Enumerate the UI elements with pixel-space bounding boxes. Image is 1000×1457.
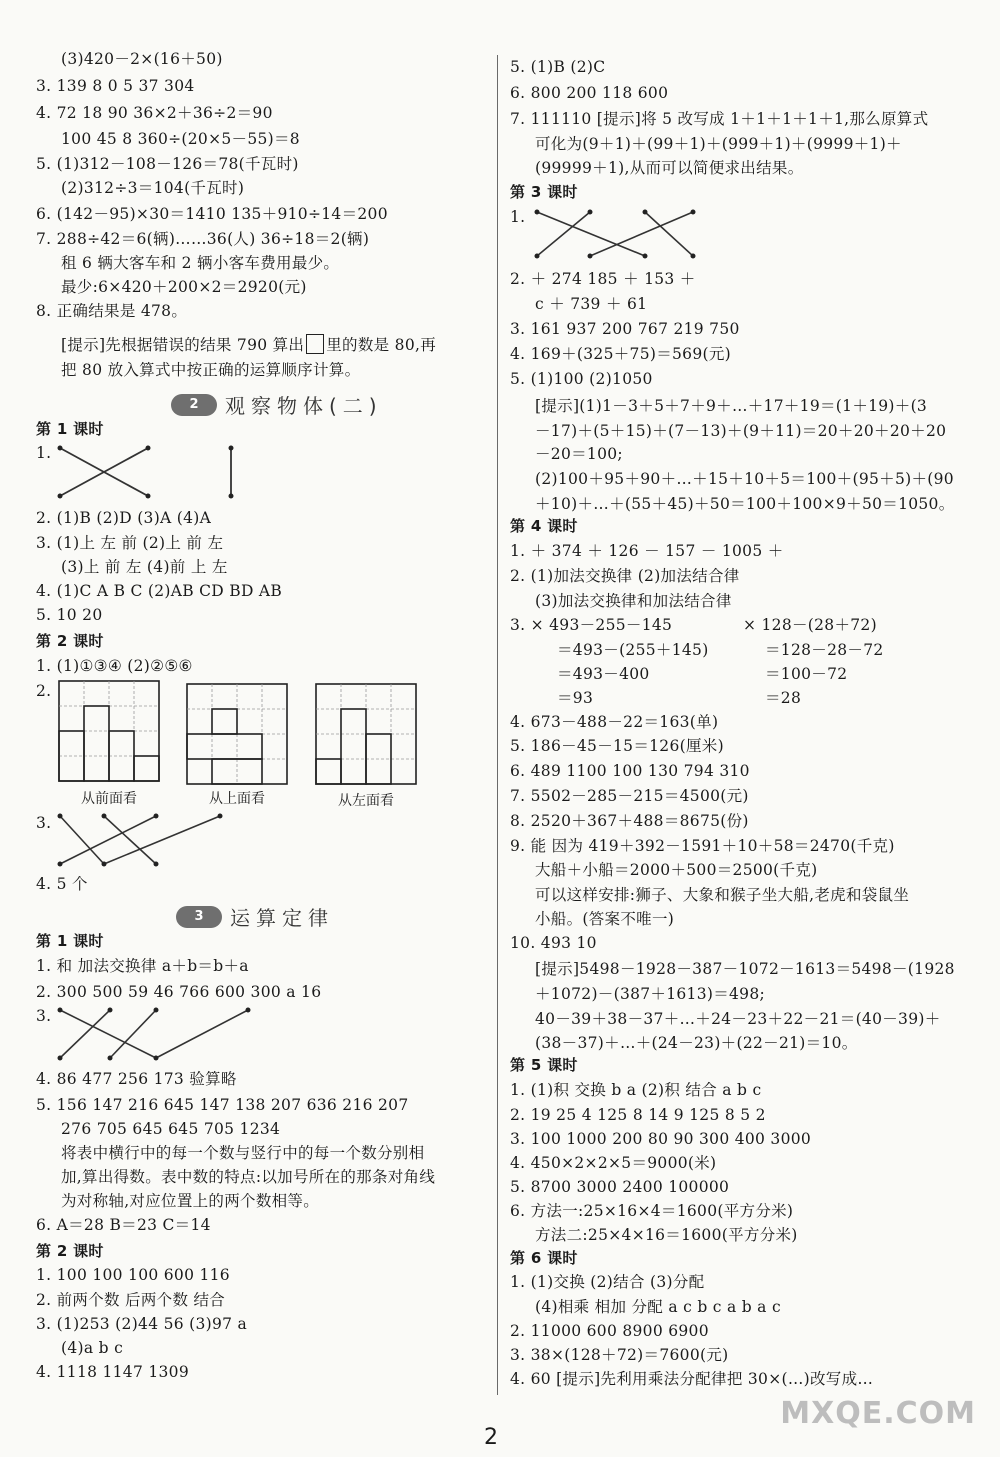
answer-line: 7. 5502－285－215＝4500(元) bbox=[510, 787, 749, 805]
answer-line: 5. 186－45－15＝126(厘米) bbox=[510, 737, 724, 755]
answer-line: 将表中横行中的每一个数与竖行中的每一个数分别相 bbox=[61, 1144, 425, 1162]
answer-line: (3)420－2×(16＋50) bbox=[61, 50, 223, 68]
answer-line: × 128－(28＋72) bbox=[743, 616, 877, 634]
answer-line: 可以这样安排:狮子、大象和猴子坐大船,老虎和袋鼠坐 bbox=[535, 886, 910, 904]
answer-line: 1. (1)①③④ (2)②⑤⑥ bbox=[36, 657, 193, 675]
answer-line: 4. 673－488－22＝163(单) bbox=[510, 713, 719, 731]
answer-line: 6. A＝28 B＝23 C＝14 bbox=[36, 1216, 211, 1234]
matching-lines-figure bbox=[58, 812, 238, 872]
hint-text: 里的数是 80,再 bbox=[326, 336, 437, 354]
hint-text: [提示]先根据错误的结果 790 算出 bbox=[61, 336, 305, 354]
answer-line: 5. 10 20 bbox=[36, 606, 103, 624]
grid-caption: 从前面看 bbox=[81, 791, 137, 807]
hint-line: 把 80 放入算式中按正确的运算顺序计算。 bbox=[61, 361, 361, 379]
hint-line: －17)＋(5＋15)＋(7－13)＋(9＋11)＝20＋20＋20＋20 bbox=[535, 422, 947, 440]
matching-lines-figure bbox=[58, 444, 268, 504]
matching-lines-figure bbox=[58, 1006, 268, 1066]
answer-line: 6. (142－95)×30＝1410 135＋910÷14＝200 bbox=[36, 205, 388, 223]
answer-line: 小船。(答案不唯一) bbox=[535, 910, 675, 928]
answer-line: 1. ＋ 374 ＋ 126 － 157 － 1005 ＋ bbox=[510, 542, 784, 560]
answer-line: 6. 489 1100 100 130 794 310 bbox=[510, 762, 750, 780]
answer-line: 2. ＋ 274 185 ＋ 153 ＋ bbox=[510, 270, 696, 288]
answer-line: 5. 8700 3000 2400 100000 bbox=[510, 1178, 730, 1196]
unit-banner bbox=[176, 902, 334, 931]
answer-line: 4. 1118 1147 1309 bbox=[36, 1363, 190, 1381]
answer-line: 加,算出得数。表中数的特点:以加号所在的那条对角线 bbox=[61, 1168, 436, 1186]
lesson-heading: 第 4 课时 bbox=[510, 517, 578, 535]
dot bbox=[58, 446, 63, 451]
unit-number-badge: 3 bbox=[176, 906, 222, 928]
answer-line: 1. 和 加法交换律 a＋b＝b＋a bbox=[36, 957, 249, 975]
answer-line: (3)加法交换律和加法结合律 bbox=[535, 592, 732, 610]
answer-line: 1. (1)积 交换 b a (2)积 结合 a b c bbox=[510, 1081, 762, 1099]
answer-line: c ＋ 739 ＋ 61 bbox=[535, 295, 648, 313]
answer-line: 2. 11000 600 8900 6900 bbox=[510, 1322, 709, 1340]
answer-line: 4. 169＋(325＋75)＝569(元) bbox=[510, 345, 731, 363]
answer-line: 4. (1)C A B C (2)AB CD BD AB bbox=[36, 582, 283, 600]
answer-line: 3. 100 1000 200 80 90 300 400 3000 bbox=[510, 1130, 812, 1148]
answer-line: 4. 72 18 90 36×2＋36÷2＝90 bbox=[36, 104, 273, 122]
answer-line: (4)相乘 相加 分配 a c b c a b a c bbox=[535, 1298, 781, 1316]
answer-line: 3. bbox=[36, 1007, 52, 1025]
answer-line: 5. (1)312－108－126＝78(千瓦时) bbox=[36, 155, 299, 173]
answer-line: 9. 能 因为 419＋392－1591＋10＋58＝2470(千克) bbox=[510, 837, 895, 855]
dot bbox=[58, 494, 63, 499]
answer-line: 7. 288÷42＝6(辆)……36(人) 36÷18＝2(辆) bbox=[36, 230, 370, 248]
answer-line: 2. 前两个数 后两个数 结合 bbox=[36, 1291, 226, 1309]
dot bbox=[229, 446, 234, 451]
lesson-heading: 第 2 课时 bbox=[36, 1242, 104, 1260]
answer-line: 6. 方法一:25×16×4＝1600(平方分米) bbox=[510, 1202, 794, 1220]
answer-line: 为对称轴,对应位置上的两个数相等。 bbox=[61, 1192, 320, 1210]
answer-line: 2. 300 500 59 46 766 600 300 a 16 bbox=[36, 983, 322, 1001]
lesson-heading: 第 3 课时 bbox=[510, 183, 578, 201]
answer-line: 10. 493 10 bbox=[510, 934, 597, 952]
hint-line bbox=[36, 334, 436, 356]
answer-line: 1. bbox=[510, 208, 526, 226]
view-grid-top bbox=[186, 683, 288, 785]
lesson-heading: 第 6 课时 bbox=[510, 1249, 578, 1267]
view-grid-left bbox=[315, 683, 417, 785]
answer-line: 1. (1)交换 (2)结合 (3)分配 bbox=[510, 1273, 705, 1291]
blank-box bbox=[306, 334, 324, 354]
answer-line: 5. (1)B (2)C bbox=[510, 58, 606, 76]
answer-line: 1. 100 100 100 600 116 bbox=[36, 1266, 230, 1284]
answer-line: (4)a b c bbox=[61, 1339, 124, 1357]
lesson-heading: 第 1 课时 bbox=[36, 932, 104, 950]
lesson-heading: 第 1 课时 bbox=[36, 420, 104, 438]
grid-caption: 从左面看 bbox=[338, 793, 394, 809]
lesson-heading: 第 2 课时 bbox=[36, 632, 104, 650]
answer-line: ＝100－72 bbox=[765, 665, 848, 683]
answer-line: 4. 86 477 256 173 验算略 bbox=[36, 1070, 237, 1088]
answer-line: 可化为(9＋1)＋(99＋1)＋(999＋1)＋(9999＋1)＋ bbox=[535, 135, 902, 153]
answer-line: 5. 156 147 216 645 147 138 207 636 216 207 bbox=[36, 1096, 409, 1114]
answer-line: 6. 800 200 118 600 bbox=[510, 84, 669, 102]
hint-line: [提示]5498－1928－387－1072－1613＝5498－(1928 bbox=[535, 960, 955, 978]
answer-line: (99999＋1),从而可以简便求出结果。 bbox=[535, 159, 804, 177]
answer-line: 7. 111110 [提示]将 5 改写成 1＋1＋1＋1＋1,那么原算式 bbox=[510, 110, 929, 128]
answer-line: 3. (1)253 (2)44 56 (3)97 a bbox=[36, 1315, 248, 1333]
answer-line: 8. 正确结果是 478。 bbox=[36, 302, 188, 320]
answer-line: 3. 139 8 0 5 37 304 bbox=[36, 77, 195, 95]
unit-banner bbox=[171, 390, 383, 419]
dot bbox=[146, 446, 151, 451]
grid-caption: 从上面看 bbox=[209, 791, 265, 807]
answer-line: 大船＋小船＝2000＋500＝2500(千克) bbox=[535, 861, 818, 879]
hint-line: －20＝100; bbox=[535, 445, 623, 463]
answer-line: 2. (1)B (2)D (3)A (4)A bbox=[36, 509, 212, 527]
answer-line: ＝128－28－72 bbox=[765, 641, 884, 659]
answer-line: 3. 38×(128＋72)＝7600(元) bbox=[510, 1346, 729, 1364]
answer-line: 2. 19 25 4 125 8 14 9 125 8 5 2 bbox=[510, 1106, 766, 1124]
lesson-heading: 第 5 课时 bbox=[510, 1056, 578, 1074]
answer-line: 3. bbox=[36, 814, 52, 832]
dot bbox=[229, 494, 234, 499]
unit-title: 运算定律 bbox=[230, 906, 334, 930]
watermark: MXQE.COM bbox=[780, 1396, 976, 1431]
answer-line: 方法二:25×4×16＝1600(平方分米) bbox=[535, 1226, 798, 1244]
matching-lines-figure bbox=[535, 208, 705, 264]
hint-line: (38－37)＋…＋(24－23)＋(22－21)＝10。 bbox=[535, 1034, 858, 1052]
answer-line: 3. × 493－255－145 bbox=[510, 616, 673, 634]
answer-line: 租 6 辆大客车和 2 辆小客车费用最少。 bbox=[61, 254, 340, 272]
answer-line: ＝493－(255＋145) bbox=[557, 641, 709, 659]
answer-line: 4. 60 [提示]先利用乘法分配律把 30×(…)改写成… bbox=[510, 1370, 874, 1388]
answer-line: 4. 5 个 bbox=[36, 875, 88, 893]
page-number: 2 bbox=[484, 1425, 498, 1450]
unit-number-badge: 2 bbox=[171, 394, 217, 416]
answer-line: 5. (1)100 (2)1050 bbox=[510, 370, 653, 388]
answer-line: 1. bbox=[36, 444, 52, 462]
unit-title: 观察物体(二) bbox=[225, 394, 383, 418]
column-divider bbox=[497, 55, 498, 1395]
hint-line: 40－39＋38－37＋…＋24－23＋22－21＝(40－39)＋ bbox=[535, 1010, 941, 1028]
answer-line: ＝28 bbox=[765, 689, 802, 707]
answer-line: ＝93 bbox=[557, 689, 594, 707]
view-grid-front bbox=[58, 680, 160, 782]
answer-line: 2. bbox=[36, 682, 52, 700]
answer-line: 4. 450×2×2×5＝9000(米) bbox=[510, 1154, 717, 1172]
answer-line: 3. 161 937 200 767 219 750 bbox=[510, 320, 740, 338]
answer-line: 100 45 8 360÷(20×5－55)＝8 bbox=[61, 130, 300, 148]
answer-line: 3. (1)上 左 前 (2)上 前 左 bbox=[36, 534, 224, 552]
answer-line: 8. 2520＋367＋488＝8675(份) bbox=[510, 812, 749, 830]
hint-line: ＋1072)－(387＋1613)＝498; bbox=[535, 985, 766, 1003]
hint-line: ＋10)＋…＋(55＋45)＋50＝100＋100×9＋50＝1050。 bbox=[535, 495, 955, 513]
answer-line: (2)312÷3＝104(千瓦时) bbox=[61, 179, 245, 197]
answer-line: 2. (1)加法交换律 (2)加法结合律 bbox=[510, 567, 740, 585]
dot bbox=[146, 494, 151, 499]
answer-line: ＝493－400 bbox=[557, 665, 650, 683]
hint-line: [提示](1)1－3＋5＋7＋9＋…＋17＋19＝(1＋19)＋(3 bbox=[535, 397, 928, 415]
answer-line: (3)上 前 左 (4)前 上 左 bbox=[61, 558, 228, 576]
answer-line: 276 705 645 645 705 1234 bbox=[61, 1120, 281, 1138]
hint-line: (2)100＋95＋90＋…＋15＋10＋5＝100＋(95＋5)＋(90 bbox=[535, 470, 954, 488]
answer-line: 最少:6×420＋200×2＝2920(元) bbox=[61, 278, 307, 296]
